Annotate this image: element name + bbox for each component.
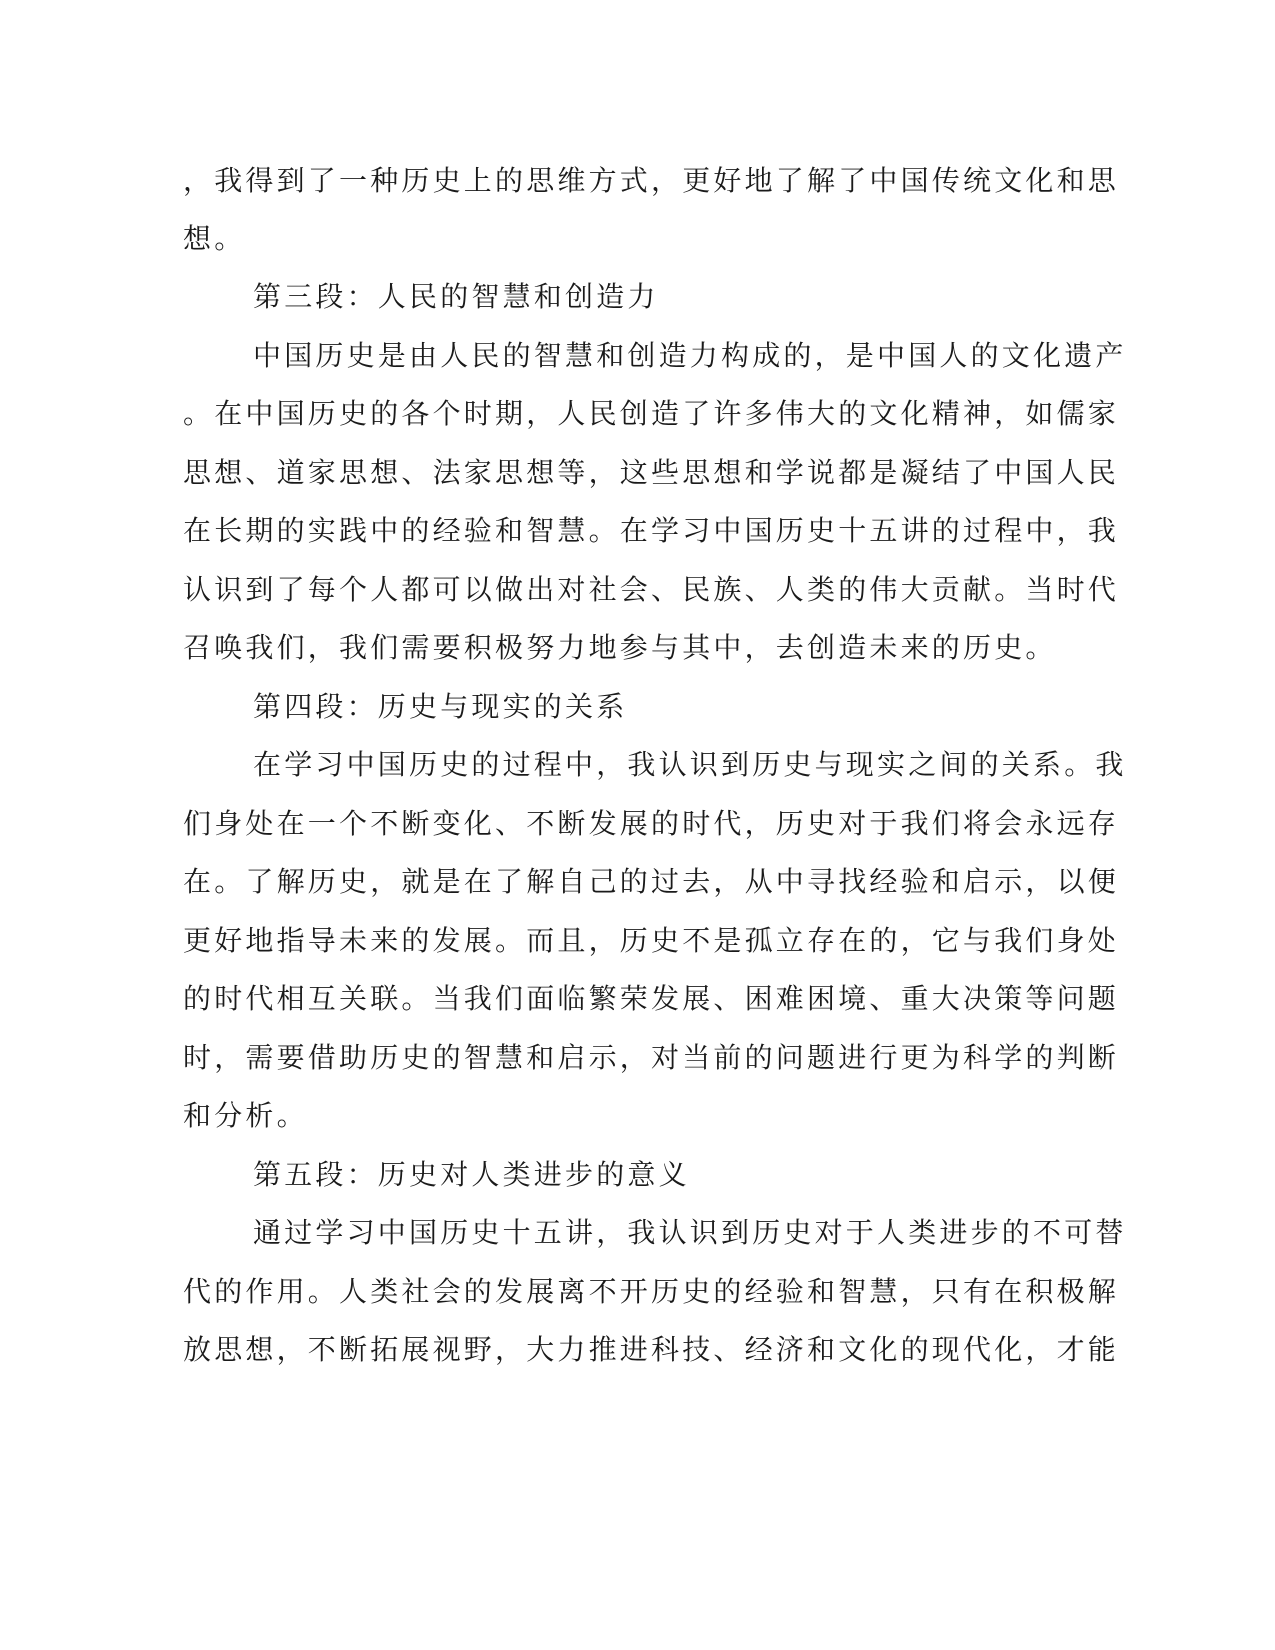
body-text-line: 时，需要借助历史的智慧和启示，对当前的问题进行更为科学的判断: [183, 1041, 1120, 1074]
body-text-line: 放思想，不断拓展视野，大力推进科技、经济和文化的现代化，才能: [183, 1333, 1120, 1366]
body-text-line: 召唤我们，我们需要积极努力地参与其中，去创造未来的历史。: [183, 631, 1057, 664]
body-text-line: 在。了解历史，就是在了解自己的过去，从中寻找经验和启示，以便: [183, 865, 1120, 898]
body-text-line: 和分析。: [183, 1099, 308, 1132]
section-heading-5: 第五段：历史对人类进步的意义: [253, 1158, 690, 1191]
body-text-line: 思想、道家思想、法家思想等，这些思想和学说都是凝结了中国人民: [183, 456, 1120, 489]
paragraph-start-line: 中国历史是由人民的智慧和创造力构成的，是中国人的文化遗产: [253, 339, 1127, 372]
section-heading-4: 第四段：历史与现实的关系: [253, 690, 628, 723]
body-text-line: 更好地指导未来的发展。而且，历史不是孤立存在的，它与我们身处: [183, 924, 1120, 957]
body-text-line: 的时代相互关联。当我们面临繁荣发展、困难困境、重大决策等问题: [183, 982, 1120, 1015]
section-heading-3: 第三段：人民的智慧和创造力: [253, 280, 659, 313]
body-text-line: 认识到了每个人都可以做出对社会、民族、人类的伟大贡献。当时代: [183, 573, 1120, 606]
body-text-line: 代的作用。人类社会的发展离不开历史的经验和智慧，只有在积极解: [183, 1275, 1120, 1308]
body-text-line: 在长期的实践中的经验和智慧。在学习中国历史十五讲的过程中，我: [183, 514, 1120, 547]
body-text-line: ，我得到了一种历史上的思维方式，更好地了解了中国传统文化和思: [183, 164, 1120, 197]
body-text-line: 想。: [183, 222, 246, 255]
body-text-line: 们身处在一个不断变化、不断发展的时代，历史对于我们将会永远存: [183, 807, 1120, 840]
paragraph-start-line: 在学习中国历史的过程中，我认识到历史与现实之间的关系。我: [253, 748, 1127, 781]
body-text-line: 。在中国历史的各个时期，人民创造了许多伟大的文化精神，如儒家: [183, 397, 1120, 430]
paragraph-start-line: 通过学习中国历史十五讲，我认识到历史对于人类进步的不可替: [253, 1216, 1127, 1249]
